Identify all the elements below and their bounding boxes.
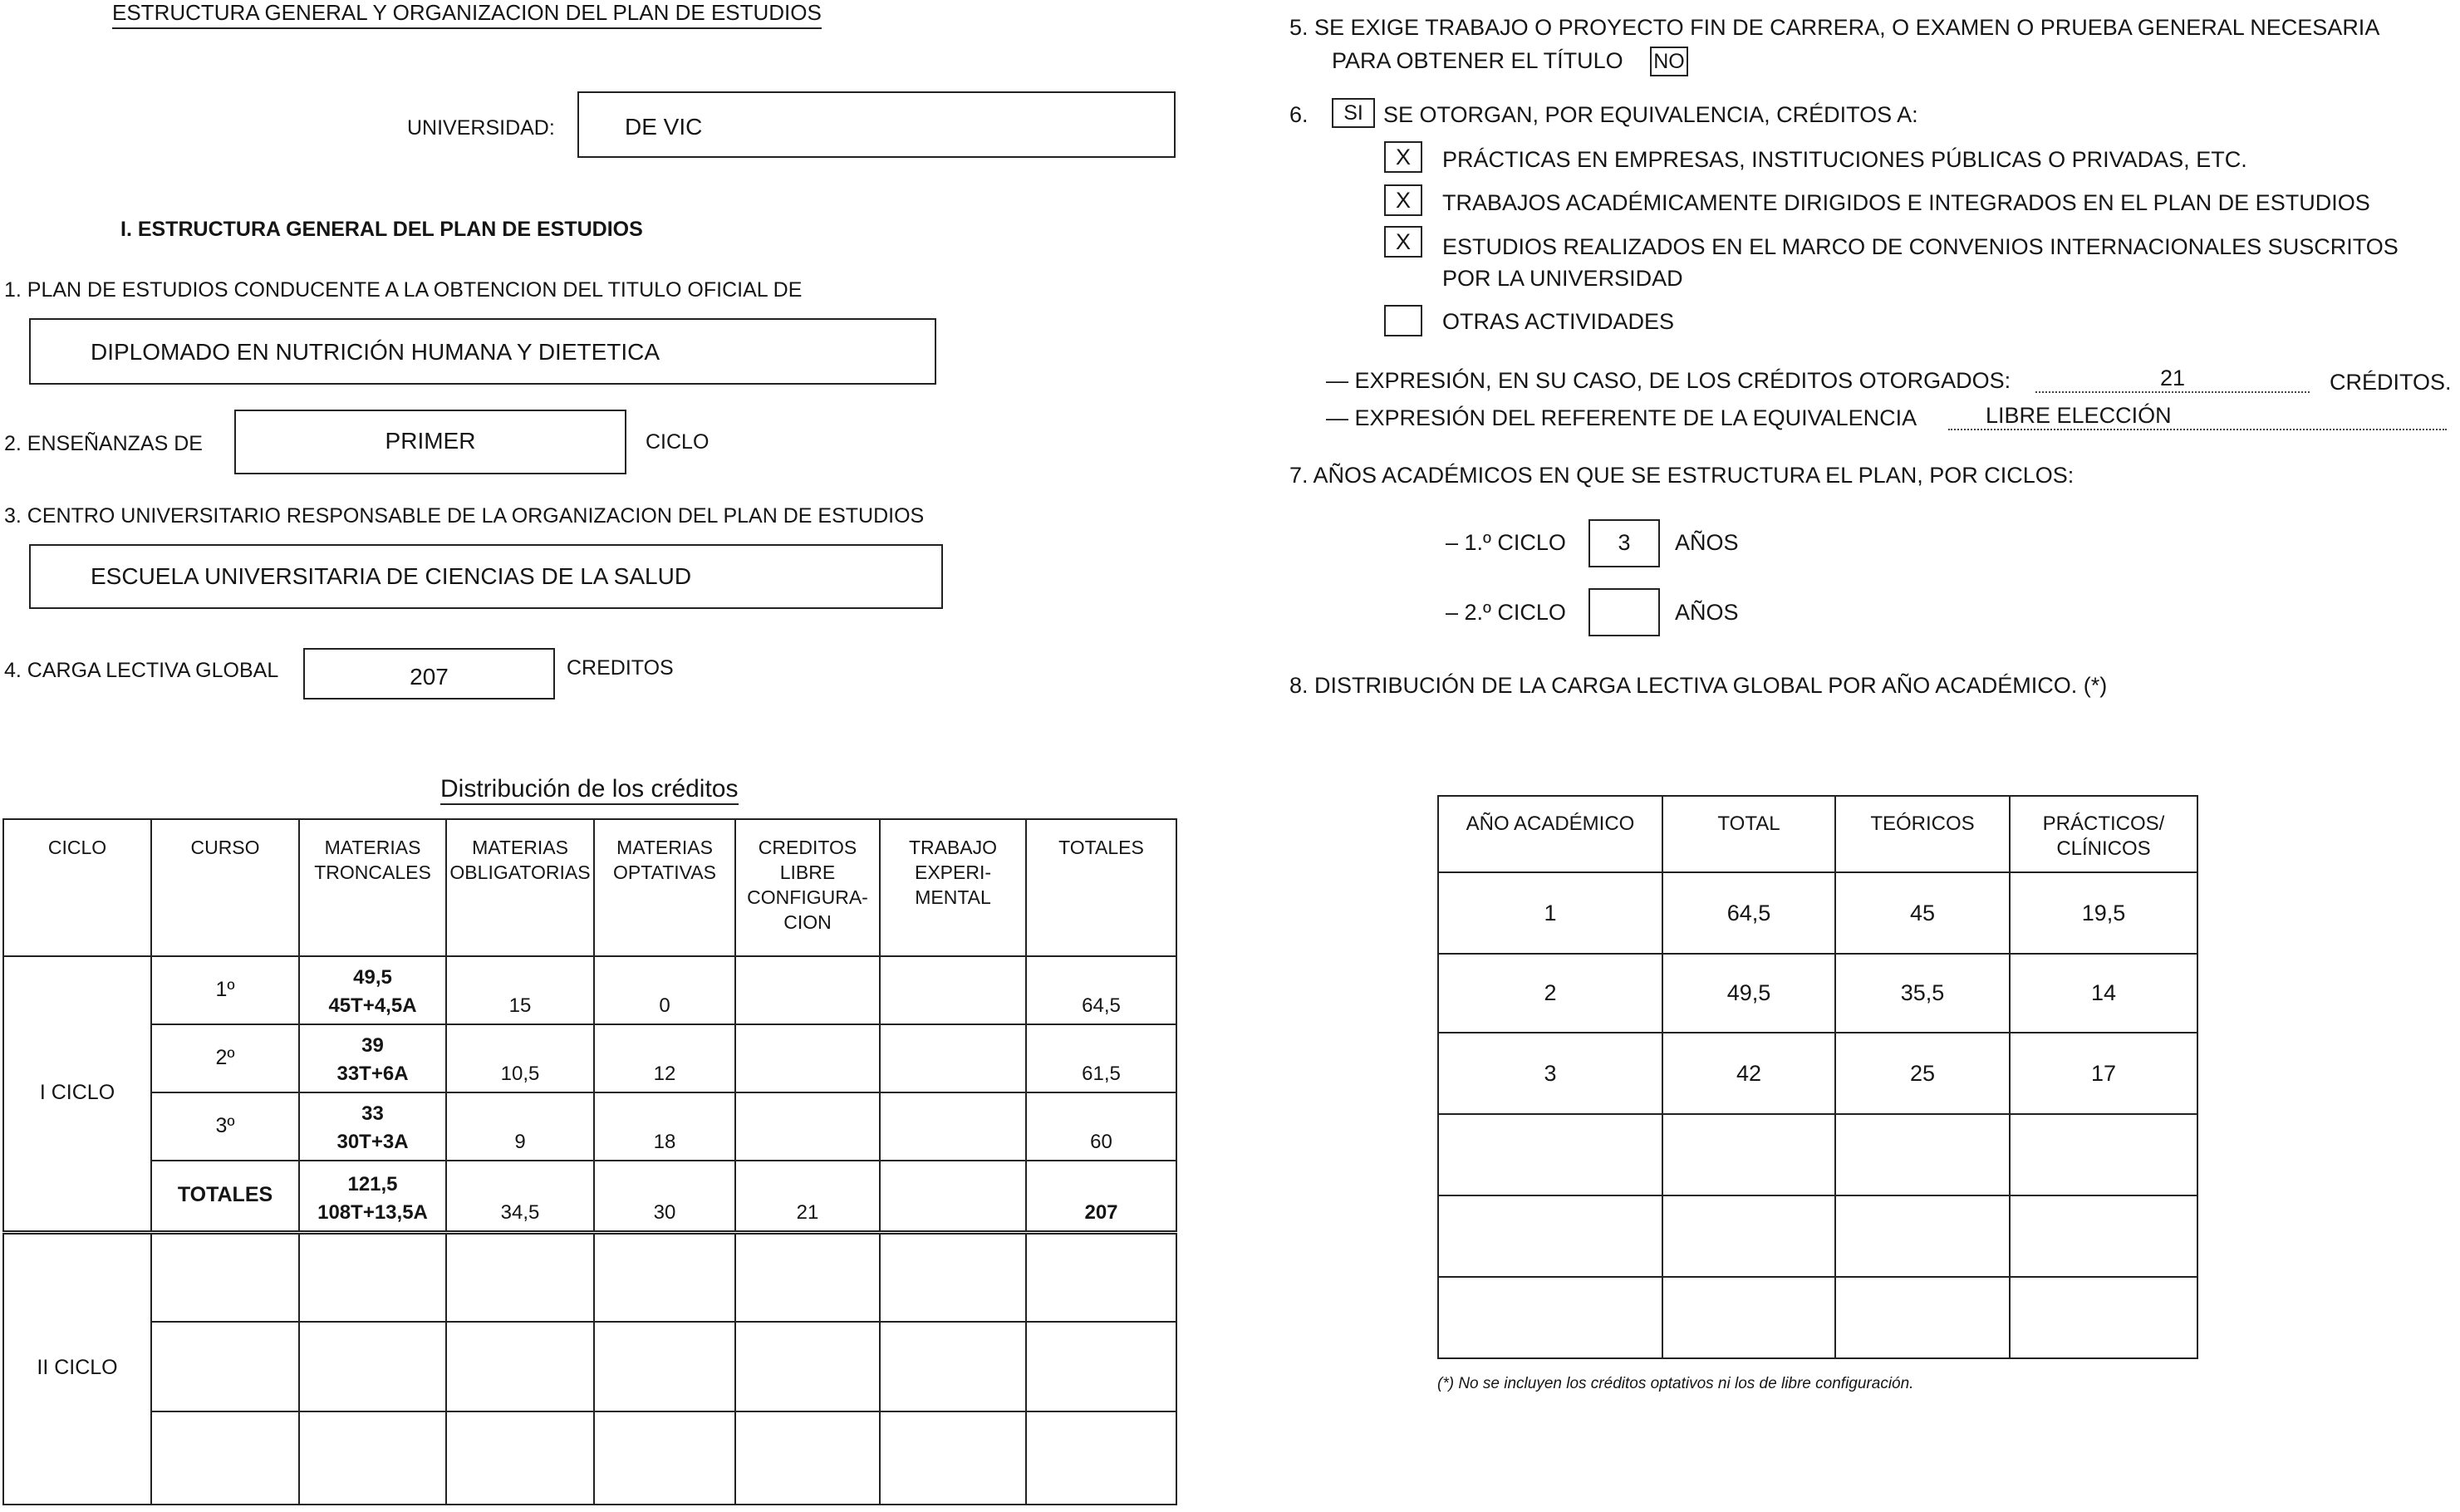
expr2-label: — EXPRESIÓN DEL REFERENTE DE LA EQUIVALENCIA bbox=[1326, 405, 1917, 430]
teoricos-cell: 35,5 bbox=[1835, 954, 2010, 1033]
table-row bbox=[1438, 1114, 2197, 1195]
troncales-value: 39 bbox=[361, 1034, 384, 1057]
empty-cell bbox=[1026, 1411, 1176, 1505]
expr1-value: 21 bbox=[2035, 366, 2310, 393]
col-ciclo: CICLO bbox=[3, 819, 151, 956]
troncales-detail: 33T+6A bbox=[336, 1063, 409, 1085]
optativas-cell: 0 bbox=[594, 956, 735, 1024]
trabajo-cell bbox=[880, 1161, 1026, 1232]
ciclo1-years: 3 bbox=[1618, 530, 1631, 555]
anos-header-row bbox=[1438, 796, 2197, 872]
total-cell: 49,5 bbox=[1662, 954, 1835, 1033]
libre-cell bbox=[735, 1092, 880, 1161]
empty-cell bbox=[1026, 1322, 1176, 1411]
ciclo1-unit: AÑOS bbox=[1675, 530, 1739, 555]
col-troncales: MATERIAS TRONCALES bbox=[299, 819, 446, 956]
option-checkbox bbox=[1384, 184, 1422, 216]
footnote: (*) No se incluyen los créditos optativos ni los de libre configuración. bbox=[1437, 1375, 1914, 1392]
ciclo-value: PRIMER bbox=[385, 428, 476, 454]
totales-row bbox=[3, 1161, 1176, 1232]
obligatorias-cell: 34,5 bbox=[446, 1161, 594, 1232]
ciclo2-cell: II CICLO bbox=[3, 1232, 151, 1505]
ciclo2-years-box bbox=[1588, 588, 1660, 636]
table-row bbox=[3, 1232, 1176, 1322]
item4-label: 4. CARGA LECTIVA GLOBAL bbox=[4, 659, 279, 682]
empty-cell bbox=[1662, 1195, 1835, 1277]
ciclo1-cell: I CICLO bbox=[3, 956, 151, 1232]
col-curso: CURSO bbox=[151, 819, 299, 956]
col-trabajo: TRABAJO EXPERI-MENTAL bbox=[880, 819, 1026, 956]
empty-cell bbox=[1438, 1277, 1662, 1358]
item5-line1: 5. SE EXIGE TRABAJO O PROYECTO FIN DE CARRERA, O EXAMEN O PRUEBA GENERAL NECESARIA bbox=[1289, 15, 2380, 40]
total-cell: 64,5 bbox=[1662, 872, 1835, 954]
empty-cell bbox=[1662, 1114, 1835, 1195]
item7-label: 7. AÑOS ACADÉMICOS EN QUE SE ESTRUCTURA EL PLAN, POR CICLOS: bbox=[1289, 463, 2075, 488]
expr1-suffix: CRÉDITOS. bbox=[2330, 370, 2452, 395]
col-totales: TOTALES bbox=[1026, 819, 1176, 956]
item5-answer-box bbox=[1650, 47, 1688, 76]
carga-box bbox=[303, 648, 555, 700]
empty-cell bbox=[446, 1232, 594, 1322]
empty-cell bbox=[1835, 1277, 2010, 1358]
table-row bbox=[1438, 1195, 2197, 1277]
optativas-cell: 12 bbox=[594, 1024, 735, 1092]
empty-cell bbox=[1026, 1232, 1176, 1322]
totales-label: TOTALES bbox=[151, 1161, 299, 1232]
ciclo2-unit: AÑOS bbox=[1675, 600, 1739, 625]
item6-answer-box bbox=[1332, 98, 1375, 128]
col-optativas: MATERIAS OPTATIVAS bbox=[594, 819, 735, 956]
totales-cell: 64,5 bbox=[1026, 956, 1176, 1024]
option-text: OTRAS ACTIVIDADES bbox=[1442, 309, 1675, 334]
empty-cell bbox=[594, 1232, 735, 1322]
troncales-detail: 45T+4,5A bbox=[328, 994, 417, 1017]
empty-cell bbox=[2010, 1195, 2197, 1277]
practicos-cell: 14 bbox=[2010, 954, 2197, 1033]
empty-cell bbox=[446, 1411, 594, 1505]
empty-cell bbox=[1835, 1195, 2010, 1277]
totales-cell: 207 bbox=[1026, 1161, 1176, 1232]
checkbox-mark: X bbox=[1395, 229, 1411, 254]
col-obligatorias: MATERIAS OBLIGATORIAS bbox=[446, 819, 594, 956]
option-text: TRABAJOS ACADÉMICAMENTE DIRIGIDOS E INTEGRADOS EN EL PLAN DE ESTUDIOS bbox=[1442, 190, 2370, 215]
table-row bbox=[3, 1411, 1176, 1505]
item4-suffix: CREDITOS bbox=[567, 656, 674, 680]
empty-cell bbox=[735, 1411, 880, 1505]
curso-cell: 2º bbox=[151, 1024, 299, 1092]
troncales-value: 33 bbox=[361, 1102, 384, 1125]
practicos-cell: 19,5 bbox=[2010, 872, 2197, 954]
ciclo1-label: – 1.º CICLO bbox=[1446, 530, 1566, 555]
empty-cell bbox=[299, 1322, 446, 1411]
option-checkbox bbox=[1384, 226, 1422, 258]
totales-cell: 60 bbox=[1026, 1092, 1176, 1161]
table-row bbox=[1438, 1033, 2197, 1114]
empty-cell bbox=[880, 1411, 1026, 1505]
totales-cell: 61,5 bbox=[1026, 1024, 1176, 1092]
item6-label: SE OTORGAN, POR EQUIVALENCIA, CRÉDITOS A: bbox=[1383, 102, 1918, 127]
empty-cell bbox=[446, 1322, 594, 1411]
ciclo1-years-box bbox=[1588, 519, 1660, 567]
titulo-value: DIPLOMADO EN NUTRICIÓN HUMANA Y DIETETICA bbox=[91, 339, 660, 365]
empty-cell bbox=[1438, 1195, 1662, 1277]
empty-cell bbox=[299, 1232, 446, 1322]
ano-cell: 3 bbox=[1438, 1033, 1662, 1114]
empty-cell bbox=[594, 1322, 735, 1411]
empty-cell bbox=[1662, 1277, 1835, 1358]
option-checkbox bbox=[1384, 305, 1422, 336]
table-row bbox=[3, 1024, 1176, 1092]
libre-cell: 21 bbox=[735, 1161, 880, 1232]
curso-cell: 1º bbox=[151, 956, 299, 1024]
empty-cell bbox=[594, 1411, 735, 1505]
centro-box bbox=[29, 544, 943, 609]
libre-cell bbox=[735, 1024, 880, 1092]
option-text-continued: POR LA UNIVERSIDAD bbox=[1442, 266, 1683, 291]
carga-value: 207 bbox=[410, 664, 449, 690]
empty-cell bbox=[151, 1322, 299, 1411]
item2-label: 2. ENSEÑANZAS DE bbox=[4, 432, 203, 455]
item8-label: 8. DISTRIBUCIÓN DE LA CARGA LECTIVA GLOBAL POR AÑO ACADÉMICO. (*) bbox=[1289, 673, 2108, 698]
empty-cell bbox=[880, 1322, 1026, 1411]
checkbox-mark: X bbox=[1395, 145, 1411, 169]
col-libre: CREDITOS LIBRE CONFIGURA-CION bbox=[735, 819, 880, 956]
optativas-cell: 18 bbox=[594, 1092, 735, 1161]
col-practicos: PRÁCTICOS/ CLÍNICOS bbox=[2010, 796, 2197, 872]
col-teoricos: TEÓRICOS bbox=[1835, 796, 2010, 872]
item6-number: 6. bbox=[1289, 102, 1309, 127]
empty-cell bbox=[880, 1232, 1026, 1322]
ano-cell: 2 bbox=[1438, 954, 1662, 1033]
empty-cell bbox=[151, 1232, 299, 1322]
troncales-detail: 30T+3A bbox=[336, 1131, 409, 1153]
empty-cell bbox=[735, 1232, 880, 1322]
universidad-label: UNIVERSIDAD: bbox=[407, 116, 555, 140]
option-text: ESTUDIOS REALIZADOS EN EL MARCO DE CONVENIOS INTERNACIONALES SUSCRITOS bbox=[1442, 234, 2399, 259]
expr2-value: LIBRE ELECCIÓN bbox=[1948, 403, 2447, 430]
centro-value: ESCUELA UNIVERSITARIA DE CIENCIAS DE LA SALUD bbox=[91, 563, 692, 589]
teoricos-cell: 25 bbox=[1835, 1033, 2010, 1114]
checkbox-mark: X bbox=[1395, 188, 1411, 213]
table-row bbox=[1438, 872, 2197, 954]
item6-answer: SI bbox=[1343, 101, 1363, 125]
ciclo2-label: – 2.º CICLO bbox=[1446, 600, 1566, 625]
empty-cell bbox=[151, 1411, 299, 1505]
expr1-label: — EXPRESIÓN, EN SU CASO, DE LOS CRÉDITOS OTORGADOS: bbox=[1326, 368, 2011, 393]
option-text: PRÁCTICAS EN EMPRESAS, INSTITUCIONES PÚBLICAS O PRIVADAS, ETC. bbox=[1442, 147, 2247, 172]
trabajo-cell bbox=[880, 1024, 1026, 1092]
troncales-value: 49,5 bbox=[353, 966, 392, 989]
trabajo-cell bbox=[880, 956, 1026, 1024]
teoricos-cell: 45 bbox=[1835, 872, 2010, 954]
troncales-cell bbox=[299, 1092, 446, 1161]
section-title: I. ESTRUCTURA GENERAL DEL PLAN DE ESTUDIOS bbox=[120, 218, 643, 241]
troncales-value: 121,5 bbox=[347, 1172, 398, 1195]
empty-cell bbox=[2010, 1114, 2197, 1195]
anos-table bbox=[1437, 795, 2198, 1359]
empty-cell bbox=[1835, 1114, 2010, 1195]
table-row bbox=[3, 956, 1176, 1024]
troncales-cell bbox=[299, 1024, 446, 1092]
item5-line2: PARA OBTENER EL TÍTULO bbox=[1332, 48, 1623, 73]
universidad-box bbox=[577, 91, 1176, 158]
troncales-detail: 108T+13,5A bbox=[317, 1200, 428, 1224]
table-row bbox=[1438, 954, 2197, 1033]
empty-cell bbox=[299, 1411, 446, 1505]
titulo-box bbox=[29, 318, 936, 385]
item3-label: 3. CENTRO UNIVERSITARIO RESPONSABLE DE LA ORGANIZACION DEL PLAN DE ESTUDIOS bbox=[4, 504, 925, 528]
obligatorias-cell: 10,5 bbox=[446, 1024, 594, 1092]
ano-cell: 1 bbox=[1438, 872, 1662, 954]
troncales-cell bbox=[299, 1161, 446, 1232]
option-checkbox bbox=[1384, 141, 1422, 173]
table-row bbox=[1438, 1277, 2197, 1358]
troncales-cell bbox=[299, 956, 446, 1024]
curso-cell: 3º bbox=[151, 1092, 299, 1161]
empty-cell bbox=[735, 1322, 880, 1411]
item5-answer: NO bbox=[1653, 50, 1685, 73]
page-title: ESTRUCTURA GENERAL Y ORGANIZACION DEL PLAN DE ESTUDIOS bbox=[112, 0, 822, 29]
item2-suffix: CICLO bbox=[646, 430, 710, 454]
optativas-cell: 30 bbox=[594, 1161, 735, 1232]
table-row bbox=[3, 1322, 1176, 1411]
item1-label: 1. PLAN DE ESTUDIOS CONDUCENTE A LA OBTENCION DEL TITULO OFICIAL DE bbox=[4, 278, 803, 302]
obligatorias-cell: 9 bbox=[446, 1092, 594, 1161]
practicos-cell: 17 bbox=[2010, 1033, 2197, 1114]
universidad-value: DE VIC bbox=[625, 114, 703, 140]
total-cell: 42 bbox=[1662, 1033, 1835, 1114]
col-ano: AÑO ACADÉMICO bbox=[1438, 796, 1662, 872]
obligatorias-cell: 15 bbox=[446, 956, 594, 1024]
ciclo-box bbox=[234, 410, 626, 474]
creditos-header-row bbox=[3, 819, 1176, 956]
empty-cell bbox=[1438, 1114, 1662, 1195]
creditos-table bbox=[2, 818, 1177, 1505]
table-row bbox=[3, 1092, 1176, 1161]
trabajo-cell bbox=[880, 1092, 1026, 1161]
libre-cell bbox=[735, 956, 880, 1024]
col-total: TOTAL bbox=[1662, 796, 1835, 872]
empty-cell bbox=[2010, 1277, 2197, 1358]
creditos-title: Distribución de los créditos bbox=[440, 775, 739, 805]
